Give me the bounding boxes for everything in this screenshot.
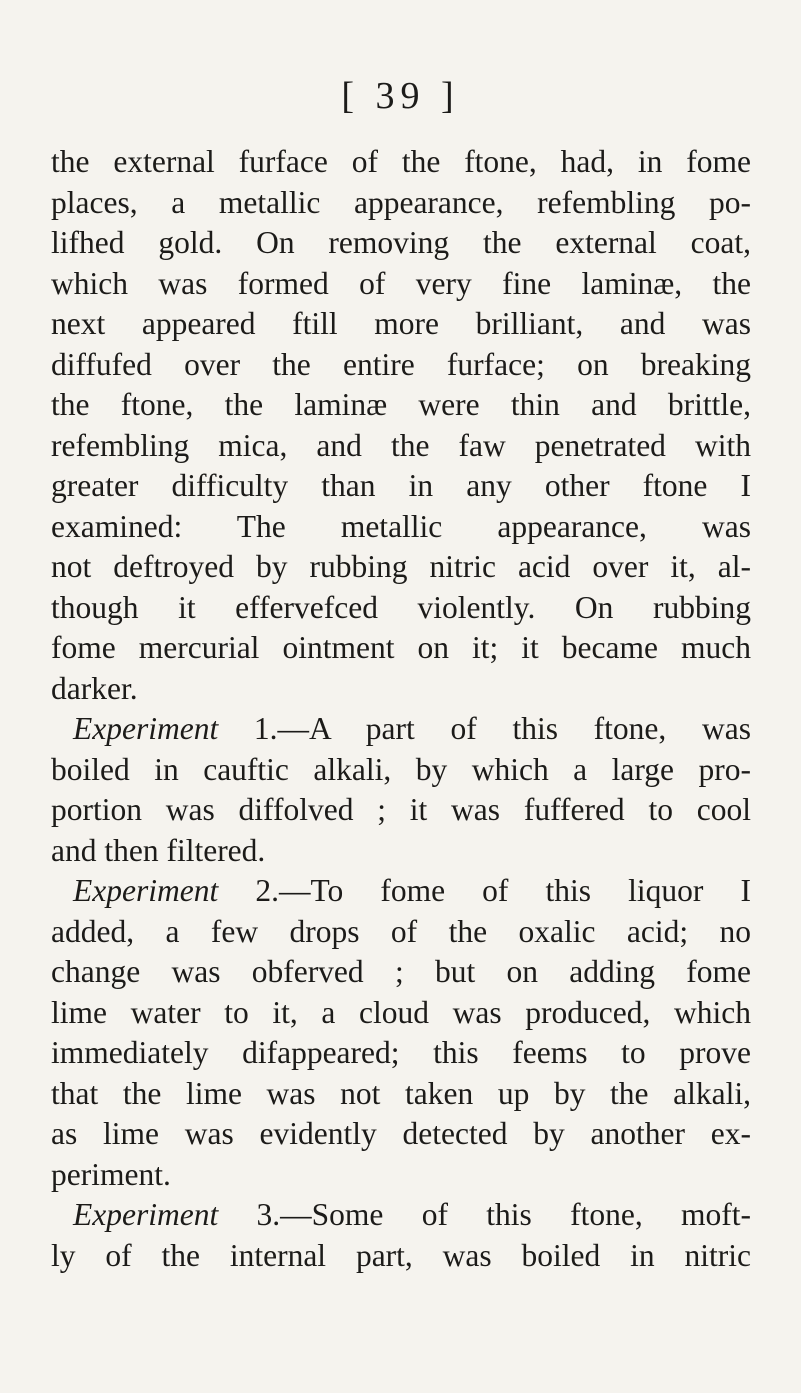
text-line: examined: The metallic appearance, was xyxy=(51,508,751,544)
experiment-3-label: Experiment xyxy=(73,1197,219,1232)
body-text xyxy=(51,142,751,1276)
text-line: boiled in cauftic alkali, by which a large pro- xyxy=(51,751,751,787)
text-line: not deftroyed by rubbing nitric acid over it, al- xyxy=(51,549,751,584)
experiment-3-text: 3.—Some of this ftone, moft- xyxy=(218,1197,751,1232)
text-line: which was formed of very fine laminæ, the xyxy=(51,265,751,301)
text-line: the external furface of the ftone, had, in fome xyxy=(51,144,751,179)
text-line: lime water to it, a cloud was produced, which xyxy=(51,994,751,1030)
text-line: lifhed gold. On removing the external coat, xyxy=(51,225,751,260)
text-line: diffufed over the entire furface; on breaking xyxy=(51,346,751,382)
experiment-1-heading-line xyxy=(51,709,751,750)
experiment-2-heading-line xyxy=(51,871,751,912)
experiment-3-heading-line xyxy=(51,1195,751,1236)
text-line: and then filtered. xyxy=(51,832,266,868)
text-line: that the lime was not taken up by the alkali, xyxy=(51,1075,751,1111)
text-line: darker. xyxy=(51,670,138,706)
text-line: as lime was evidently detected by another ex- xyxy=(51,1116,751,1151)
text-line: though it effervefced violently. On rubbing xyxy=(51,589,751,625)
page-number-header: [ 39 ] xyxy=(341,75,460,117)
text-line: places, a metallic appearance, refembling po- xyxy=(51,184,751,220)
text-line: the ftone, the laminæ were thin and brittle, xyxy=(51,387,751,422)
text-line: portion was diffolved ; it was fuffered to cool xyxy=(51,792,751,827)
experiment-2-text: 2.—To fome of this liquor I xyxy=(218,873,751,908)
text-line: refembling mica, and the faw penetrated with xyxy=(51,427,751,463)
text-line: ly of the internal part, was boiled in nitric xyxy=(51,1237,751,1273)
experiment-2-label: Experiment xyxy=(73,873,219,908)
experiment-1-label: Experiment xyxy=(73,711,219,746)
text-line: next appeared ftill more brilliant, and was xyxy=(51,306,751,341)
text-line: periment. xyxy=(51,1156,171,1192)
text-line: added, a few drops of the oxalic acid; no xyxy=(51,913,751,949)
text-line: fome mercurial ointment on it; it became much xyxy=(51,630,751,665)
text-line: change was obferved ; but on adding fome xyxy=(51,954,751,989)
experiment-1-text: 1.—A part of this ftone, was xyxy=(218,711,751,746)
text-line: immediately difappeared; this feems to prove xyxy=(51,1035,751,1070)
text-line: greater difficulty than in any other ftone I xyxy=(51,468,751,503)
